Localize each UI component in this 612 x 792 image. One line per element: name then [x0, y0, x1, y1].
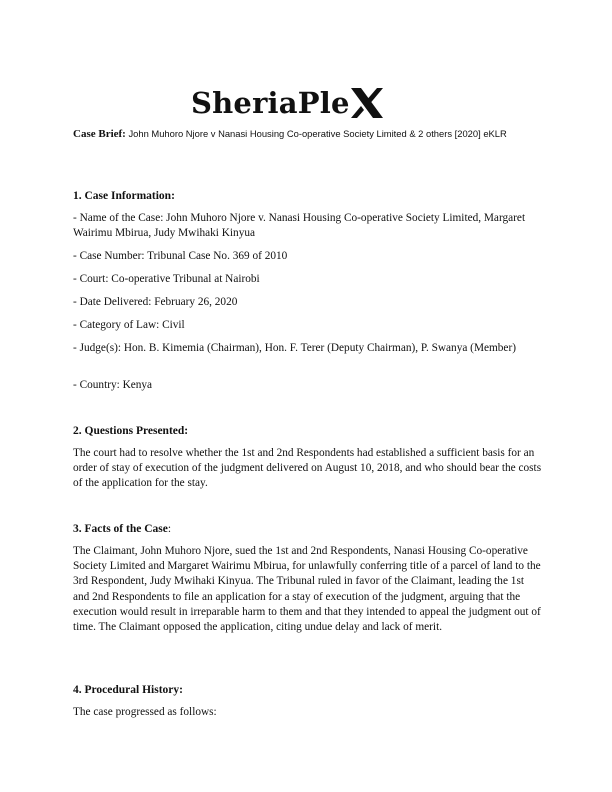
sheriaplex-logo	[191, 76, 421, 118]
case-info-category: - Category of Law: Civil	[73, 319, 185, 331]
facts-of-case-text: The Claimant, John Muhoro Njore, sued the 1st and 2nd Respondents, Nanasi Housing Co-operative Society Limited and Margaret Wairimu Mbirua, for unlawfully conferring title of a parcel of land to the 3rd Respondent, Judy Mwihaki Kinyua. The Tribunal ruled in favor of the Claimant, leading the 1st and 2nd Respondents to file an application for a stay of execution of the judgment, arguing that the execution would result in irreparable harm to them and that they intended to appeal the judgment out of time. The Claimant opposed the application, citing undue delay and lack of merit.	[73, 545, 541, 634]
case-info-date: - Date Delivered: February 26, 2020	[73, 296, 238, 308]
case-info-country: - Country: Kenya	[73, 379, 153, 391]
section-heading-facts	[73, 523, 171, 535]
questions-presented-text: The court had to resolve whether the 1st and 2nd Respondents had established a sufficient basis for an order of stay of execution of the judgment delivered on August 10, 2018, and who should bear the costs of the application for the stay.	[73, 447, 542, 490]
section-heading-procedural-history: 4. Procedural History:	[73, 684, 183, 696]
case-info-court: - Court: Co-operative Tribunal at Nairobi	[73, 273, 260, 285]
facts-heading-colon: :	[167, 523, 172, 535]
case-info-judges: - Judge(s): Hon. B. Kimemia (Chairman), Hon. F. Terer (Deputy Chairman), P. Swanya (Member)	[73, 342, 516, 354]
logo-wordmark: SheriaPle	[191, 86, 350, 120]
logo-x-mark-icon	[349, 86, 385, 120]
procedural-history-text: The case progressed as follows:	[73, 706, 217, 718]
case-brief-line	[73, 127, 543, 142]
case-info-name: - Name of the Case: John Muhoro Njore v. Nanasi Housing Co-operative Society Limited, Margaret Wairimu Mbirua, Judy Mwihaki Kinyua	[73, 212, 526, 240]
facts-heading-text: 3. Facts of the Case	[73, 523, 168, 535]
case-brief-title: John Muhoro Njore v Nanasi Housing Co-operative Society Limited & 2 others [2020] eKLR	[125, 128, 507, 139]
section-heading-questions-presented: 2. Questions Presented:	[73, 425, 189, 437]
case-brief-label: Case Brief:	[73, 128, 126, 140]
case-info-number: - Case Number: Tribunal Case No. 369 of 2010	[73, 250, 288, 262]
section-heading-case-information: 1. Case Information:	[73, 190, 175, 202]
